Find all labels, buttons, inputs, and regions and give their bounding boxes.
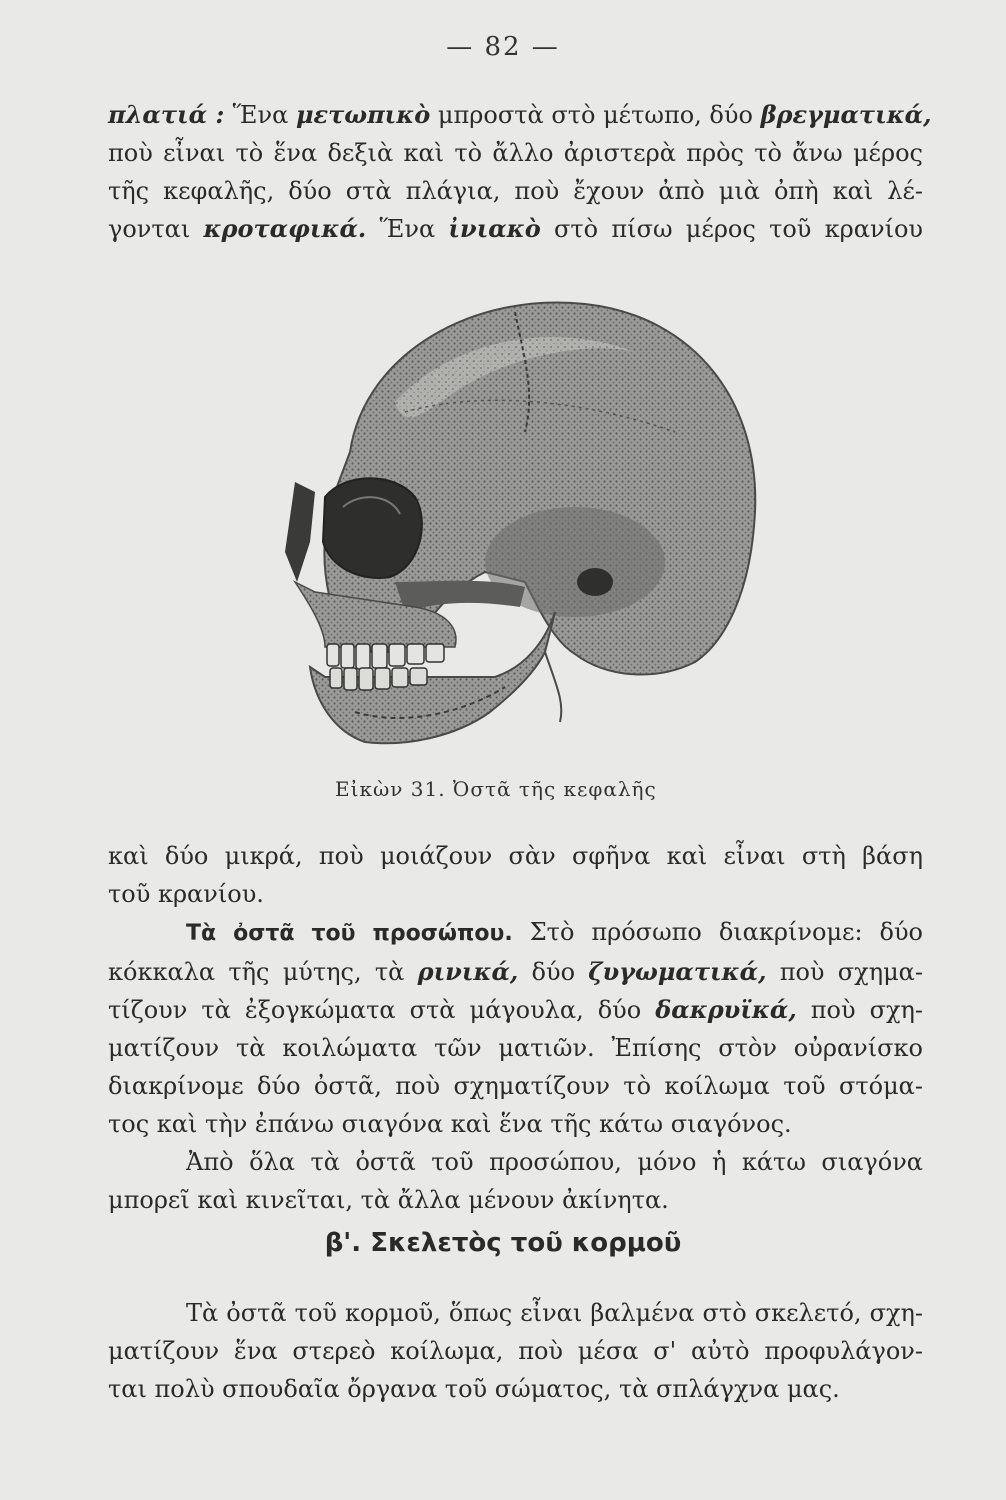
text-line	[108, 96, 932, 134]
text-run: Ἕνα	[366, 215, 449, 243]
middle-paragraph	[108, 837, 923, 1219]
text-line: τοῦ κρανίου.	[108, 880, 264, 908]
text-line	[108, 913, 923, 953]
final-paragraph	[108, 1294, 923, 1408]
text-line: ματίζουν τὰ κοιλώματα τῶν ματιῶν. Ἐπίσης στὸν οὐρανίσκο	[108, 1034, 923, 1062]
page-number: — 82 —	[446, 32, 560, 62]
text-run: στὸ πίσω μέρος τοῦ κρανίου	[540, 215, 924, 243]
text-run: Ἕνα	[232, 101, 296, 129]
text-run: γονται	[108, 215, 204, 243]
emphasis-text: πλατιά :	[108, 100, 233, 129]
term-frontal: μετωπικὸ	[295, 100, 431, 129]
skull-drawing	[255, 282, 775, 772]
text-line: τος καὶ τὴν ἐπάνω σιαγόνα καὶ ἕνα τῆς κάτω σιαγόνος.	[108, 1110, 792, 1138]
text-line: Ἀπὸ ὅλα τὰ ὀστᾶ τοῦ προσώπου, μόνο ἡ κάτω σιαγόνα	[186, 1148, 923, 1176]
text-line: μπορεῖ καὶ κινεῖται, τὰ ἄλλα μένουν ἀκίνητα.	[108, 1186, 669, 1214]
text-run: ποὺ σχημα-	[766, 958, 923, 986]
top-paragraph	[108, 96, 932, 248]
term-occipital: ἰνιακὸ	[448, 214, 541, 243]
figure-caption: Εἰκὼν 31. Ὀστᾶ τῆς κεφαλῆς	[335, 777, 657, 801]
text-line: καὶ δύο μικρά, ποὺ μοιάζουν σὰν σφῆνα καὶ εἶναι στὴ βάση	[108, 842, 923, 870]
upper-teeth	[327, 644, 444, 669]
text-run: μπροστὰ στὸ μέτωπο, δύο	[430, 101, 761, 129]
text-line: ποὺ εἶναι τὸ ἕνα δεξιὰ καὶ τὸ ἄλλο ἀριστερὰ πρὸς τὸ ἄνω μέρος	[108, 139, 923, 167]
term-parietal: βρεγματικά,	[760, 100, 932, 129]
text-run: δύο	[518, 958, 589, 986]
text-line	[108, 210, 923, 248]
text-line: Τὰ ὀστᾶ τοῦ κορμοῦ, ὅπως εἶναι βαλμένα στὸ σκελετό, σχη-	[186, 1299, 923, 1327]
text-run: τίζουν τὰ ἐξογκώματα στὰ μάγουλα, δύο	[108, 996, 656, 1024]
term-temporal: κροταφικά.	[203, 214, 367, 243]
subsection-heading: Τὰ ὀστᾶ τοῦ προσώπου.	[186, 921, 513, 946]
text-line: διακρίνομε δύο ὀστᾶ, ποὺ σχηματίζουν τὸ κοίλωμα τοῦ στόμα-	[108, 1072, 923, 1100]
term-zygomatic: ζυγωματικά,	[588, 957, 767, 986]
text-run: κόκκαλα τῆς μύτης, τὰ	[108, 958, 418, 986]
text-run: ποὺ σχη-	[796, 996, 924, 1024]
text-run: Στὸ πρόσωπο διακρίνομε: δύο	[512, 918, 924, 946]
text-line: τῆς κεφαλῆς, δύο στὰ πλάγια, ποὺ ἔχουν ἀπὸ μιὰ ὀπὴ καὶ λέ-	[108, 177, 923, 205]
text-line: ται πολὺ σπουδαῖα ὄργανα τοῦ σώματος, τὰ σπλάγχνα μας.	[108, 1375, 840, 1403]
term-nasal: ρινικά,	[417, 957, 519, 986]
text-line: ματίζουν ἕνα στερεὸ κοίλωμα, ποὺ μέσα σ' αὐτὸ προφυλάγον-	[108, 1337, 923, 1365]
section-heading: β'. Σκελετὸς τοῦ κορμοῦ	[324, 1228, 682, 1258]
text-line	[108, 953, 923, 991]
text-line	[108, 991, 923, 1029]
term-lacrimal: δακρυϊκά,	[655, 995, 797, 1024]
skull-illustration	[255, 282, 775, 772]
